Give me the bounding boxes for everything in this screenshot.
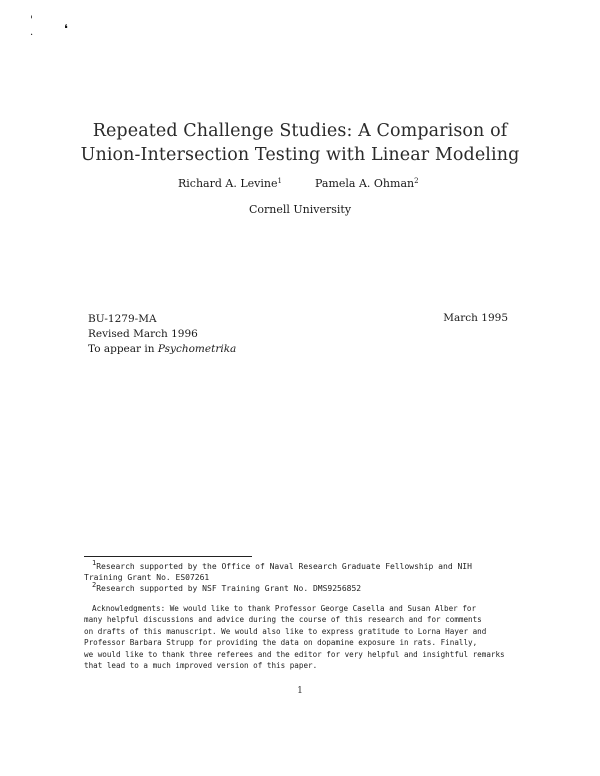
ack-line-5: we would like to thank three referees and the editor for very helpful and insightful remarks — [84, 649, 505, 659]
footnote-2 — [92, 581, 362, 594]
journal-name: Psychometrika — [157, 343, 237, 355]
appear-in — [88, 342, 236, 357]
footnote-1-line-1 — [92, 559, 472, 572]
page-number: 1 — [297, 686, 303, 696]
footnote-2-mark: 2 — [92, 581, 97, 589]
author-1 — [178, 177, 282, 190]
report-number: BU-1279-MA — [88, 313, 157, 325]
acknowledgments — [84, 603, 516, 671]
appear-prefix: To appear in — [88, 343, 155, 355]
footnote-2-text: Research supported by NSF Training Grant No. DMS9256852 — [96, 584, 362, 593]
author-1-name: Richard A. Levine — [178, 177, 278, 190]
title-line-1: Repeated Challenge Studies: A Comparison of — [92, 121, 508, 141]
footnote-1-line-2: Training Grant No. ES07261 — [84, 573, 210, 582]
footnote-rule — [84, 556, 252, 557]
ack-line-3: on drafts of this manuscript. We would also like to express gratitude to Lorna Hayer and — [84, 626, 487, 636]
ack-line-4: Professor Barbara Strupp for providing the data on dopamine exposure in rats. Finally, — [84, 638, 478, 648]
footnote-1-text: Research supported by the Office of Naval Research Graduate Fellowship and NIH — [96, 562, 472, 571]
author-2 — [315, 177, 419, 190]
report-date: March 1995 — [443, 312, 508, 324]
ack-line-2: many helpful discussions and advice during the course of this research and for comments — [84, 615, 482, 625]
affiliation: Cornell University — [248, 203, 352, 216]
ack-line-6: that lead to a much improved version of this paper. — [84, 661, 318, 671]
ack-line-1: Acknowledgments: We would like to thank Professor George Casella and Susan Alber for — [92, 604, 477, 613]
revised-date: Revised March 1996 — [88, 328, 198, 340]
scan-mark-right: ❛ — [64, 22, 68, 36]
scan-mark-left: ' — [30, 15, 33, 26]
scan-mark-left-lower: . — [30, 27, 34, 38]
footnote-1-mark: 1 — [92, 559, 97, 567]
author-1-note: 1 — [277, 177, 282, 185]
author-2-note: 2 — [414, 177, 419, 185]
title-line-2: Union-Intersection Testing with Linear Modeling — [80, 145, 520, 165]
author-2-name: Pamela A. Ohman — [315, 177, 415, 190]
